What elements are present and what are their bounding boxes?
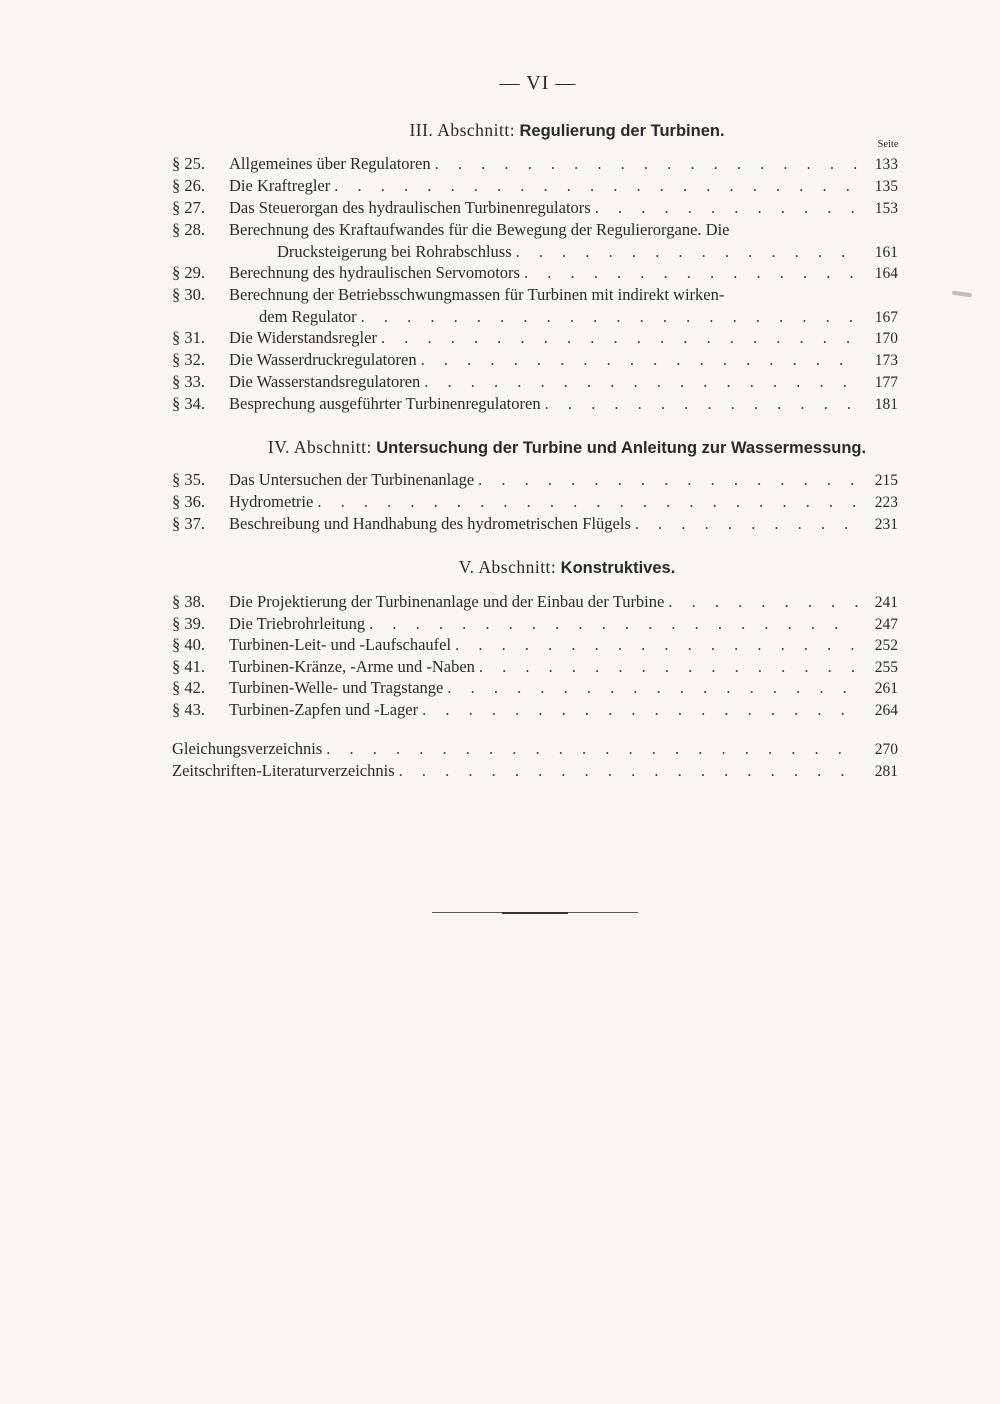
section-heading: Konstruktives.	[560, 559, 676, 577]
entry-title: Die Wasserstandsregulatoren	[229, 372, 421, 391]
page-number: 173	[874, 352, 898, 369]
page-number: 261	[874, 680, 898, 697]
leader-dots	[447, 677, 858, 699]
page-number: 252	[874, 637, 898, 654]
section-label: IV. Abschnitt:	[267, 437, 372, 457]
section-number: § 38.	[172, 592, 205, 611]
section-number: § 39.	[172, 614, 205, 633]
entry-title: Die Projektierung der Turbinenanlage und der Einbau der Turbine	[229, 592, 665, 611]
toc-entry-gleichungsverzeichnis[interactable]	[172, 738, 898, 760]
entry-title: Das Untersuchen der Turbinenanlage	[229, 470, 475, 489]
section-title-v	[172, 557, 962, 578]
section-number: § 37.	[172, 514, 205, 533]
entry-title: Turbinen-Welle- und Tragstange	[229, 678, 444, 697]
section-number: § 29.	[172, 263, 205, 282]
page-number: 153	[874, 200, 898, 217]
toc-entry-32[interactable]	[172, 349, 898, 371]
page-number: 264	[874, 702, 898, 719]
section-number: § 28.	[172, 220, 205, 239]
section-number: § 30.	[172, 285, 205, 304]
entry-title: Turbinen-Kränze, -Arme und -Naben	[229, 657, 475, 676]
stray-mark	[952, 291, 972, 298]
page-number: 255	[874, 659, 898, 676]
entry-title: Turbinen-Zapfen und -Lager	[229, 700, 419, 719]
section-heading: Regulierung der Turbinen.	[519, 122, 725, 140]
toc-entry-40[interactable]	[172, 634, 898, 656]
entry-title: Die Triebrohrleitung	[229, 614, 366, 633]
page-number: 247	[874, 616, 898, 633]
leader-dots	[334, 175, 858, 197]
toc-entry-26[interactable]	[172, 175, 898, 197]
leader-dots	[421, 349, 858, 371]
leader-dots	[545, 393, 858, 415]
leader-dots	[524, 262, 858, 284]
leader-dots	[668, 591, 858, 613]
section-number: § 26.	[172, 176, 205, 195]
leader-dots	[479, 656, 858, 678]
toc-entry-39[interactable]	[172, 613, 898, 635]
leader-dots	[369, 613, 858, 635]
section-number: § 33.	[172, 372, 205, 391]
leader-dots	[381, 327, 858, 349]
page-number: 164	[874, 265, 898, 282]
entry-title: Besprechung ausgeführter Turbinenregulatoren	[229, 394, 541, 413]
closing-rule	[432, 912, 638, 913]
section-number: § 35.	[172, 470, 205, 489]
page-number: 281	[874, 763, 898, 780]
toc-entry-34[interactable]	[172, 393, 898, 415]
leader-dots	[399, 760, 858, 782]
toc-entry-30[interactable]	[172, 284, 898, 328]
toc-entry-literaturverzeichnis[interactable]	[172, 760, 898, 782]
toc-entry-36[interactable]	[172, 491, 898, 513]
entry-title: Drucksteigerung bei Rohrabschluss	[277, 242, 512, 261]
section-number: § 36.	[172, 492, 205, 511]
leader-dots	[455, 634, 858, 656]
section-label: V. Abschnitt:	[458, 557, 557, 577]
toc-entry-41[interactable]	[172, 656, 898, 678]
section-number: § 41.	[172, 657, 205, 676]
entry-title-line1: Berechnung des Kraftaufwandes für die Bewegung der Regulierorgane. Die	[229, 220, 730, 239]
entry-title: Die Widerstandsregler	[229, 328, 377, 347]
seite-label: Seite	[877, 139, 899, 150]
page-number: 231	[874, 516, 898, 533]
page-number: 167	[874, 309, 898, 326]
section-title-iv	[172, 437, 962, 458]
toc-entry-29[interactable]	[172, 262, 898, 284]
page-number: 215	[874, 472, 898, 489]
toc-entry-38[interactable]	[172, 591, 898, 613]
entry-title: Die Kraftregler	[229, 176, 331, 195]
page-number: 161	[874, 244, 898, 261]
page-number: 133	[874, 156, 898, 173]
section-number: § 25.	[172, 154, 205, 173]
entry-title: Das Steuerorgan des hydraulischen Turbinenregulators	[229, 198, 591, 217]
page-number: 135	[874, 178, 898, 195]
toc-entry-42[interactable]	[172, 677, 898, 699]
section-number: § 32.	[172, 350, 205, 369]
toc-entry-28[interactable]	[172, 219, 898, 263]
entry-title: Allgemeines über Regulatoren	[229, 154, 431, 173]
leader-dots	[595, 197, 858, 219]
entry-title: dem Regulator	[259, 307, 357, 326]
entry-title: Hydrometrie	[229, 492, 314, 511]
page-number: 181	[874, 396, 898, 413]
leader-dots	[635, 513, 858, 535]
entry-title: Turbinen-Leit- und -Laufschaufel	[229, 635, 452, 654]
toc-entry-25[interactable]	[172, 153, 898, 175]
toc-entry-33[interactable]	[172, 371, 898, 393]
page-number: 223	[874, 494, 898, 511]
section-heading: Untersuchung der Turbine und Anleitung zur Wassermessung.	[376, 439, 867, 457]
toc-entry-43[interactable]	[172, 699, 898, 721]
toc-entry-35[interactable]	[172, 469, 898, 491]
entry-title: Beschreibung und Handhabung des hydrometrischen Flügels	[229, 514, 631, 533]
toc-entry-27[interactable]	[172, 197, 898, 219]
section-number: § 34.	[172, 394, 205, 413]
section-number: § 31.	[172, 328, 205, 347]
leader-dots	[361, 306, 858, 328]
leader-dots	[422, 699, 858, 721]
section-number: § 43.	[172, 700, 205, 719]
page-number: 170	[874, 330, 898, 347]
leader-dots	[478, 469, 858, 491]
section-number: § 40.	[172, 635, 205, 654]
entry-title: Berechnung des hydraulischen Servomotors	[229, 263, 520, 282]
leader-dots	[317, 491, 858, 513]
page-number: 270	[874, 741, 898, 758]
entry-title: Zeitschriften-Literaturverzeichnis	[172, 761, 395, 780]
entry-title-line1: Berechnung der Betriebsschwungmassen für Turbinen mit indirekt wirken-	[229, 285, 725, 304]
leader-dots	[424, 371, 858, 393]
page-number: 177	[874, 374, 898, 391]
entry-title: Gleichungsverzeichnis	[172, 739, 323, 758]
section-title-iii	[172, 120, 962, 141]
toc-entry-37[interactable]	[172, 513, 898, 535]
leader-dots	[516, 241, 858, 263]
section-number: § 27.	[172, 198, 205, 217]
section-number: § 42.	[172, 678, 205, 697]
leader-dots	[326, 738, 858, 760]
page-number: 241	[874, 594, 898, 611]
entry-title: Die Wasserdruckregulatoren	[229, 350, 417, 369]
section-label: III. Abschnitt:	[409, 120, 516, 140]
page-number-header: — VI —	[499, 72, 577, 94]
leader-dots	[435, 153, 858, 175]
toc-entry-31[interactable]	[172, 327, 898, 349]
